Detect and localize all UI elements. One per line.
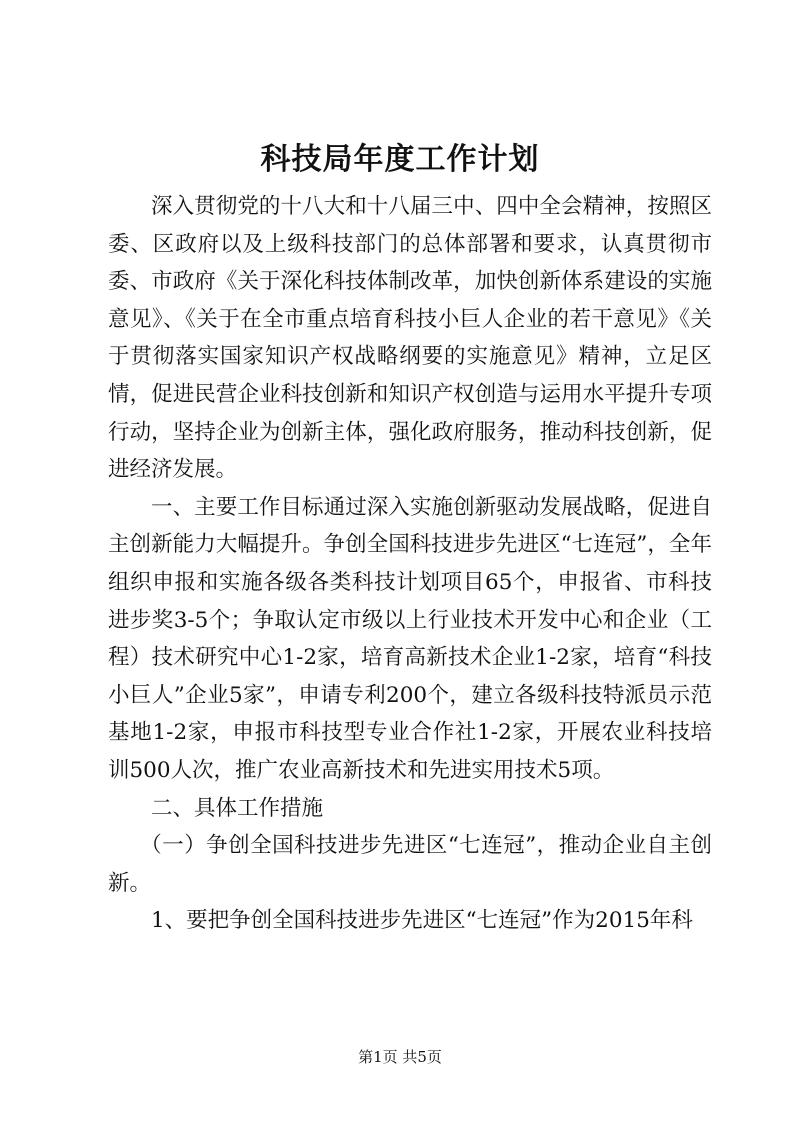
paragraph-intro: 深入贯彻党的十八大和十八届三中、四中全会精神，按照区委、区政府以及上级科技部门的总体部署和要求，认真贯彻市委、市政府《关于深化科技体制改革，加快创新体系建设的实施意见》、《关于在全市重点培育科技小巨人企业的若干意见》《关于贯彻落实国家知识产权战略纲要的实施意见》精神，立足区情，促进民营企业科技创新和知识产权创造与运用水平提升专项行动，坚持企业为创新主体，强化政府服务，推动科技创新，促进经济发展。 xyxy=(108,194,712,483)
paragraph-goals: 一、主要工作目标通过深入实施创新驱动发展战略，促进自主创新能力大幅提升。争创全国科技进步先进区“七连冠”，全年组织申报和实施各级各类科技计划项目65个，申报省、市科技进步奖3-5个；争取认定市级以上行业技术开发中心和企业（工程）技术研究中心1-2家，培育高新技术企业1-2家，培育“科技小巨人”企业5家”，申请专利200个，建立各级科技特派员示范基地1-2家，申报市科技型专业合作社1-2家，开展农业科技培训500人次，推广农业高新技术和先进实用技术5项。 xyxy=(108,494,712,783)
page-footer: 第1页 共5页 xyxy=(358,1048,442,1066)
subsection-heading-1: （一）争创全国科技进步先进区“七连冠”，推动企业自主创新。 xyxy=(108,833,712,896)
section-heading-measures: 二、具体工作措施 xyxy=(151,795,324,821)
document-body xyxy=(108,188,712,940)
document-title: 科技局年度工作计划 xyxy=(260,142,540,177)
paragraph-item-1: 1、要把争创全国科技进步先进区“七连冠”作为2015年科 xyxy=(151,908,693,934)
